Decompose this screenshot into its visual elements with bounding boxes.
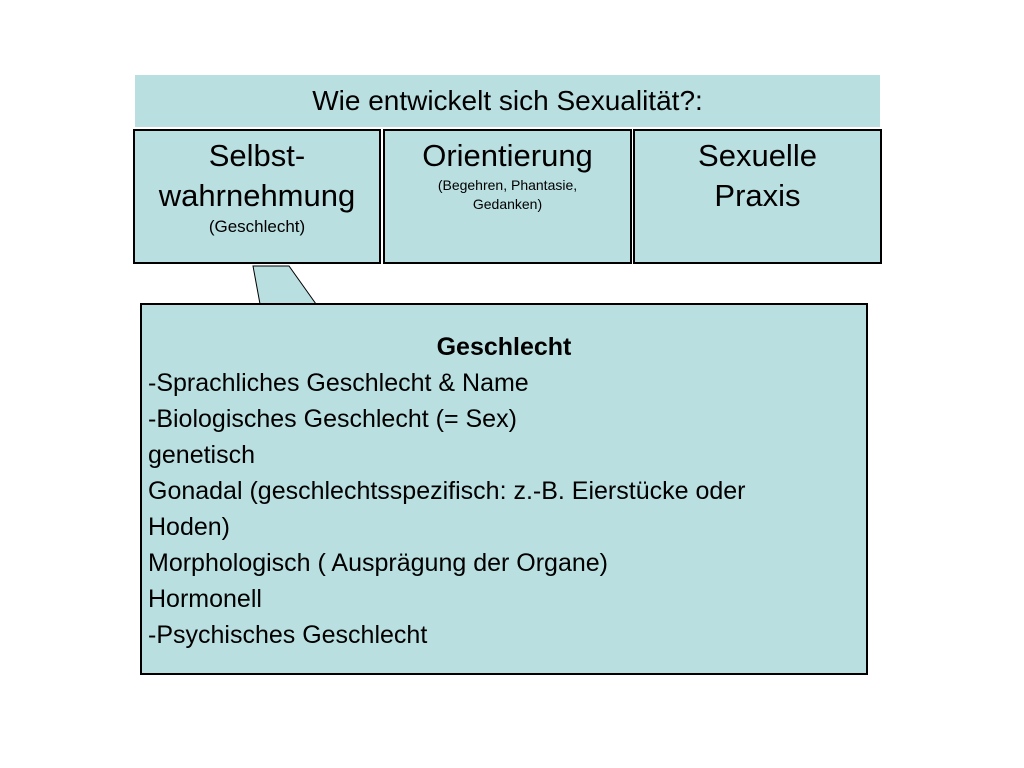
box-selbstwahrnehmung-label (135, 136, 379, 216)
box-selbstwahrnehmung-line2: wahrnehmung (158, 178, 356, 213)
callout-pointer-shape (253, 266, 316, 304)
box-orientierung (383, 129, 632, 264)
box-sexuelle-praxis-label (635, 136, 880, 216)
detail-line: genetisch (148, 441, 256, 469)
box-selbstwahrnehmung-sub: (Geschlecht) (208, 217, 306, 236)
box-selbstwahrnehmung-line1: Selbst- (208, 138, 306, 173)
detail-line: -Sprachliches Geschlecht & Name (148, 369, 529, 397)
box-sexuelle-praxis-line2: Praxis (714, 178, 801, 213)
box-sexuelle-praxis (633, 129, 882, 264)
detail-line: Gonadal (geschlechtsspezifisch: z.-B. Eierstücke oder (148, 477, 746, 505)
diagram-title-text: Wie entwickelt sich Sexualität?: (312, 85, 703, 116)
detail-line: -Biologisches Geschlecht (= Sex) (148, 405, 517, 433)
box-orientierung-label: Orientierung (422, 138, 593, 173)
box-sexuelle-praxis-line1: Sexuelle (698, 138, 817, 173)
detail-line: Hoden) (148, 513, 230, 541)
geschlecht-detail-box (140, 303, 868, 675)
box-orientierung-sub: (Begehren, Phantasie, Gedanken) (437, 177, 578, 212)
diagram-title (135, 75, 880, 127)
detail-line: Hormonell (148, 585, 262, 613)
geschlecht-detail-title: Geschlecht (436, 333, 572, 361)
detail-line: Morphologisch ( Ausprägung der Organe) (148, 549, 608, 577)
box-selbstwahrnehmung (133, 129, 381, 264)
detail-line: -Psychisches Geschlecht (148, 621, 428, 649)
